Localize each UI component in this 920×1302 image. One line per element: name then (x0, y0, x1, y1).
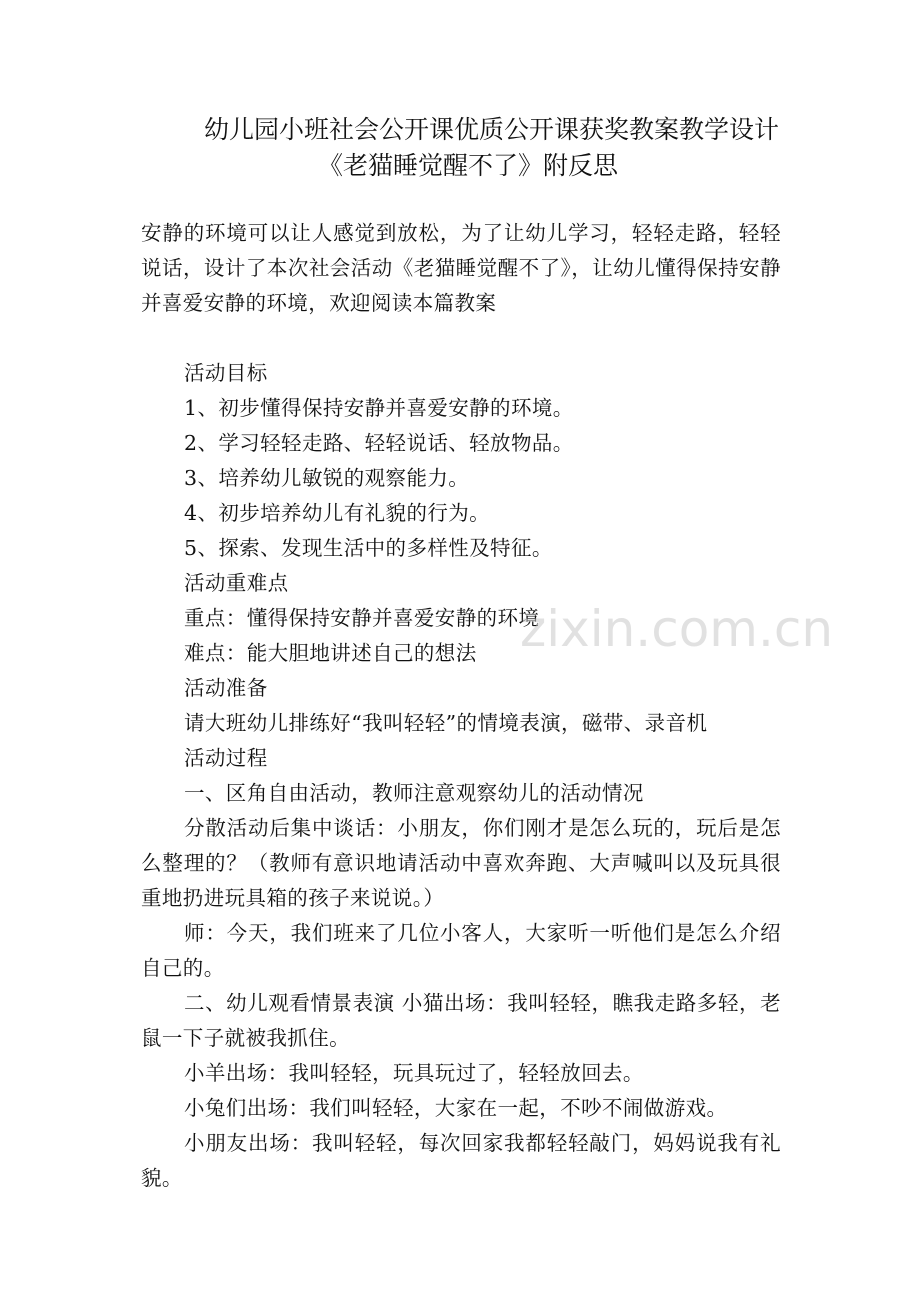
process-paragraph: 小羊出场：我叫轻轻，玩具玩过了，轻轻放回去。 (184, 1061, 644, 1085)
section-heading-key-points: 活动重难点 (184, 571, 289, 595)
objective-item: 1、初步懂得保持安静并喜爱安静的环境。 (184, 396, 574, 420)
document-title (0, 112, 920, 184)
key-point-item: 重点：懂得保持安静并喜爱安静的环境 (184, 606, 540, 630)
difficult-point-item: 难点：能大胆地讲述自己的想法 (184, 641, 477, 665)
objective-item: 5、探索、发现生活中的多样性及特征。 (184, 536, 553, 560)
objective-item: 3、培养幼儿敏锐的观察能力。 (184, 466, 470, 490)
intro-paragraph: 安静的环境可以让人感觉到放松，为了让幼儿学习，轻轻走路，轻轻说话，设计了本次社会活动《老猫睡觉醒不了》，让幼儿懂得保持安静并喜爱安静的环境，欢迎阅读本篇教案 (141, 221, 781, 315)
objective-item: 4、初步培养幼儿有礼貌的行为。 (184, 501, 491, 525)
preparation-text: 请大班幼儿排练好“我叫轻轻”的情境表演，磁带、录音机 (184, 711, 708, 735)
process-paragraph: 小朋友出场：我叫轻轻，每次回家我都轻轻敲门，妈妈说我有礼貌。 (141, 1131, 781, 1190)
process-paragraph: 小兔们出场：我们叫轻轻，大家在一起，不吵不闹做游戏。 (184, 1096, 728, 1120)
title-line-2: 《老猫睡觉醒不了》附反思 (318, 151, 619, 180)
process-paragraph: 师：今天，我们班来了几位小客人，大家听一听他们是怎么介绍自己的。 (141, 921, 781, 980)
watermark: zixin.com.cn (520, 600, 834, 658)
section-heading-objectives: 活动目标 (184, 361, 268, 385)
process-paragraph: 二、幼儿观看情景表演 小猫出场：我叫轻轻，瞧我走路多轻，老鼠一下子就被我抓住。 (141, 991, 781, 1050)
title-line-1: 幼儿园小班社会公开课优质公开课获奖教案教学设计 (204, 115, 780, 144)
section-heading-preparation: 活动准备 (184, 676, 268, 700)
process-paragraph: 分散活动后集中谈话：小朋友，你们刚才是怎么玩的，玩后是怎么整理的？（教师有意识地请活动中喜欢奔跑、大声喊叫以及玩具很重地扔进玩具箱的孩子来说说。） (141, 816, 781, 910)
document-body (141, 216, 781, 1196)
process-step-heading: 一、区角自由活动，教师注意观察幼儿的活动情况 (184, 781, 644, 805)
objective-item: 2、学习轻轻走路、轻轻说话、轻放物品。 (184, 431, 574, 455)
section-heading-process: 活动过程 (184, 746, 268, 770)
